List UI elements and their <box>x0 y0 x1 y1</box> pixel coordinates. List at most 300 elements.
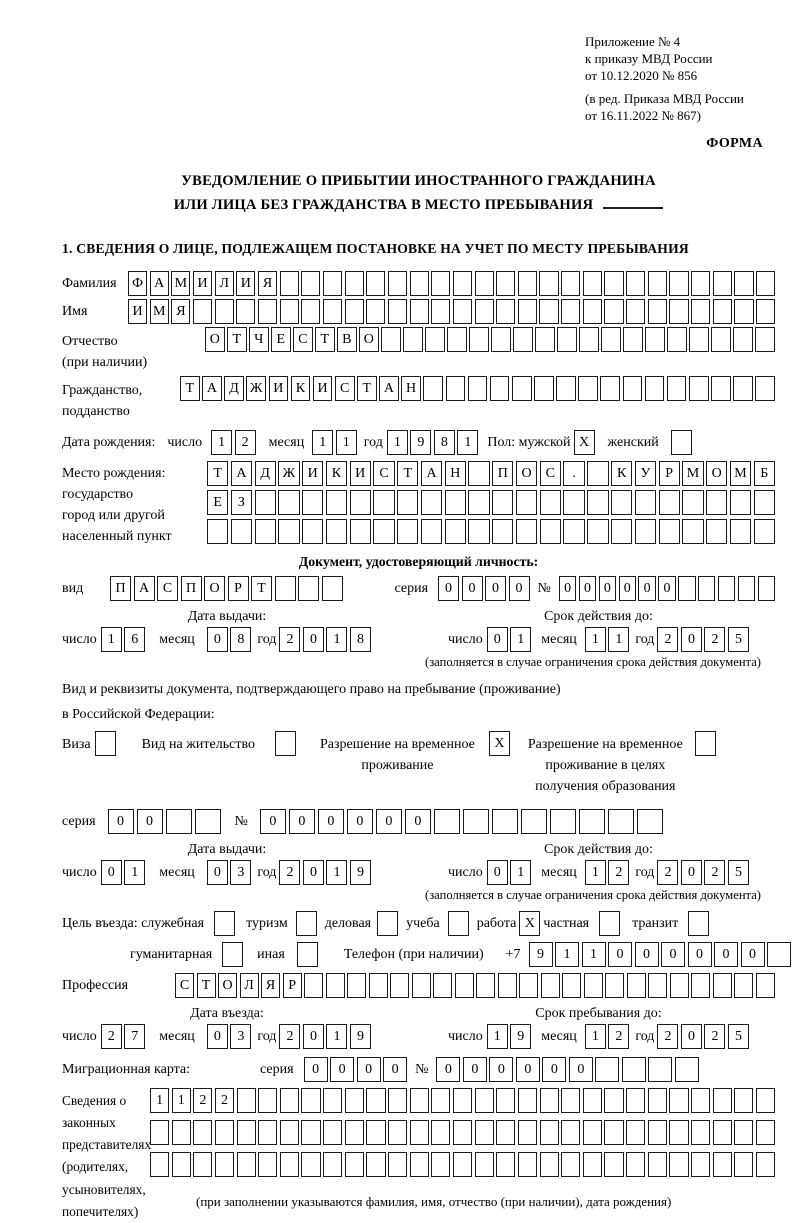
given-name-cell[interactable] <box>475 299 494 324</box>
entry-day-cell[interactable]: 2 <box>101 1024 122 1049</box>
birth-place-cell[interactable]: У <box>635 461 656 486</box>
representative-cell[interactable] <box>388 1120 407 1145</box>
surname-cell[interactable] <box>453 271 472 296</box>
representative-cell[interactable]: 2 <box>193 1088 212 1113</box>
private-checkbox[interactable] <box>599 911 620 936</box>
citizenship-cell[interactable]: К <box>291 376 311 401</box>
patronymic-cell[interactable] <box>381 327 401 352</box>
representative-cell[interactable] <box>431 1088 450 1113</box>
representative-cell[interactable] <box>626 1120 645 1145</box>
birth-place-cell[interactable] <box>373 490 394 515</box>
doc-issue-year-cell[interactable]: 1 <box>326 627 347 652</box>
surname-cell[interactable] <box>691 271 710 296</box>
birth-place-cell[interactable] <box>255 519 276 544</box>
representative-cell[interactable] <box>691 1088 710 1113</box>
given-name-cell[interactable] <box>518 299 537 324</box>
profession-cell[interactable] <box>562 973 581 998</box>
citizenship-cell[interactable]: Ж <box>246 376 266 401</box>
phone-cell[interactable] <box>767 942 791 967</box>
permit-valid-year-cell[interactable]: 0 <box>681 860 702 885</box>
humanitarian-checkbox[interactable] <box>222 942 243 967</box>
citizenship-cell[interactable] <box>578 376 598 401</box>
entry-year-cell[interactable]: 9 <box>350 1024 371 1049</box>
birth-place-cell[interactable] <box>397 490 418 515</box>
birth-place-cell[interactable] <box>563 490 584 515</box>
given-name-cell[interactable] <box>756 299 775 324</box>
permit-number-cell[interactable] <box>579 809 605 834</box>
representative-cell[interactable] <box>345 1152 364 1177</box>
profession-cell[interactable]: Т <box>197 973 216 998</box>
birth-place-cell[interactable] <box>563 519 584 544</box>
permit-series-cell[interactable] <box>195 809 221 834</box>
birth-place-cell[interactable] <box>373 519 394 544</box>
citizenship-cell[interactable] <box>711 376 731 401</box>
representative-cell[interactable] <box>410 1152 429 1177</box>
representative-cell[interactable] <box>453 1120 472 1145</box>
birth-month-cell[interactable]: 1 <box>336 430 357 455</box>
surname-cell[interactable] <box>713 271 732 296</box>
profession-cell[interactable] <box>584 973 603 998</box>
given-name-cell[interactable] <box>258 299 277 324</box>
birth-place-cell[interactable]: Б <box>754 461 775 486</box>
given-name-cell[interactable] <box>280 299 299 324</box>
representative-cell[interactable] <box>323 1088 342 1113</box>
permit-valid-day-cell[interactable]: 1 <box>510 860 531 885</box>
business-checkbox[interactable] <box>377 911 398 936</box>
doc-series-cell[interactable]: 0 <box>462 576 483 601</box>
profession-cell[interactable] <box>713 973 732 998</box>
doc-series-cell[interactable]: 0 <box>509 576 530 601</box>
given-name-cell[interactable] <box>496 299 515 324</box>
birth-place-cell[interactable]: О <box>706 461 727 486</box>
entry-year-cell[interactable]: 0 <box>303 1024 324 1049</box>
given-name-cell[interactable] <box>366 299 385 324</box>
doc-issue-year-cell[interactable]: 0 <box>303 627 324 652</box>
patronymic-cell[interactable] <box>425 327 445 352</box>
representative-cell[interactable] <box>410 1088 429 1113</box>
birth-place-cell[interactable] <box>326 519 347 544</box>
representative-cell[interactable] <box>626 1152 645 1177</box>
representative-cell[interactable] <box>756 1120 775 1145</box>
representative-cell[interactable] <box>345 1088 364 1113</box>
permit-valid-month-cell[interactable]: 1 <box>585 860 606 885</box>
patronymic-cell[interactable]: В <box>337 327 357 352</box>
representative-cell[interactable] <box>172 1120 191 1145</box>
stay-year-cell[interactable]: 0 <box>681 1024 702 1049</box>
birth-place-cell[interactable]: Т <box>397 461 418 486</box>
representative-cell[interactable] <box>713 1120 732 1145</box>
doc-valid-month-cell[interactable]: 1 <box>608 627 629 652</box>
birth-place-cell[interactable] <box>397 519 418 544</box>
patronymic-cell[interactable] <box>645 327 665 352</box>
patronymic-cell[interactable] <box>447 327 467 352</box>
birth-place-cell[interactable] <box>207 519 228 544</box>
citizenship-cell[interactable]: С <box>335 376 355 401</box>
representative-cell[interactable] <box>734 1152 753 1177</box>
permit-issue-month-cell[interactable]: 3 <box>230 860 251 885</box>
phone-cell[interactable]: 1 <box>555 942 579 967</box>
representative-cell[interactable] <box>431 1120 450 1145</box>
surname-cell[interactable] <box>648 271 667 296</box>
permit-issue-day-cell[interactable]: 0 <box>101 860 122 885</box>
given-name-cell[interactable] <box>301 299 320 324</box>
surname-cell[interactable]: И <box>236 271 255 296</box>
surname-cell[interactable] <box>431 271 450 296</box>
permit-number-cell[interactable] <box>637 809 663 834</box>
given-name-cell[interactable] <box>345 299 364 324</box>
doc-kind-cell[interactable] <box>275 576 296 601</box>
representative-cell[interactable] <box>475 1120 494 1145</box>
patronymic-cell[interactable]: Е <box>271 327 291 352</box>
representative-cell[interactable] <box>713 1088 732 1113</box>
birth-year-cell[interactable]: 9 <box>410 430 431 455</box>
stay-day-cell[interactable]: 9 <box>510 1024 531 1049</box>
profession-cell[interactable] <box>691 973 710 998</box>
representative-cell[interactable] <box>583 1152 602 1177</box>
representative-cell[interactable] <box>301 1120 320 1145</box>
profession-cell[interactable]: Л <box>240 973 259 998</box>
birth-place-cell[interactable]: С <box>373 461 394 486</box>
mk-series-cell[interactable]: 0 <box>357 1057 381 1082</box>
given-name-cell[interactable] <box>583 299 602 324</box>
birth-place-cell[interactable]: И <box>350 461 371 486</box>
surname-cell[interactable] <box>301 271 320 296</box>
stay-year-cell[interactable]: 2 <box>704 1024 725 1049</box>
representative-cell[interactable] <box>193 1152 212 1177</box>
doc-number-cell[interactable]: 0 <box>658 576 675 601</box>
birth-place-cell[interactable] <box>445 490 466 515</box>
permit-number-cell[interactable] <box>463 809 489 834</box>
given-name-cell[interactable] <box>539 299 558 324</box>
surname-cell[interactable] <box>756 271 775 296</box>
doc-valid-year-cell[interactable]: 5 <box>728 627 749 652</box>
male-checkbox[interactable]: X <box>574 430 595 455</box>
phone-cell[interactable]: 1 <box>582 942 606 967</box>
phone-cell[interactable]: 9 <box>529 942 553 967</box>
birth-place-cell[interactable] <box>635 490 656 515</box>
representative-cell[interactable] <box>496 1120 515 1145</box>
patronymic-cell[interactable] <box>491 327 511 352</box>
mk-number-cell[interactable]: 0 <box>436 1057 460 1082</box>
birth-month-cell[interactable]: 1 <box>312 430 333 455</box>
surname-cell[interactable]: Ф <box>128 271 147 296</box>
citizenship-cell[interactable] <box>534 376 554 401</box>
given-name-cell[interactable] <box>713 299 732 324</box>
representative-cell[interactable] <box>453 1152 472 1177</box>
profession-cell[interactable]: Р <box>283 973 302 998</box>
birth-place-cell[interactable] <box>278 490 299 515</box>
birth-place-cell[interactable]: К <box>611 461 632 486</box>
patronymic-cell[interactable] <box>733 327 753 352</box>
patronymic-cell[interactable] <box>689 327 709 352</box>
doc-number-cell[interactable] <box>718 576 735 601</box>
permit-number-cell[interactable] <box>521 809 547 834</box>
profession-cell[interactable] <box>476 973 495 998</box>
representative-cell[interactable] <box>215 1152 234 1177</box>
representative-cell[interactable] <box>237 1120 256 1145</box>
citizenship-cell[interactable]: И <box>313 376 333 401</box>
representative-cell[interactable]: 1 <box>150 1088 169 1113</box>
given-name-cell[interactable] <box>388 299 407 324</box>
permit-valid-day-cell[interactable]: 0 <box>487 860 508 885</box>
phone-cell[interactable]: 0 <box>741 942 765 967</box>
citizenship-cell[interactable] <box>755 376 775 401</box>
mk-series-cell[interactable]: 0 <box>330 1057 354 1082</box>
permit-number-cell[interactable]: 0 <box>347 809 373 834</box>
permit-valid-month-cell[interactable]: 2 <box>608 860 629 885</box>
birth-place-cell[interactable]: О <box>516 461 537 486</box>
surname-cell[interactable] <box>496 271 515 296</box>
phone-cell[interactable]: 0 <box>714 942 738 967</box>
given-name-cell[interactable] <box>669 299 688 324</box>
birth-place-cell[interactable] <box>326 490 347 515</box>
representative-cell[interactable] <box>583 1088 602 1113</box>
representative-cell[interactable] <box>215 1120 234 1145</box>
citizenship-cell[interactable]: Т <box>180 376 200 401</box>
entry-year-cell[interactable]: 2 <box>279 1024 300 1049</box>
birth-place-cell[interactable] <box>587 490 608 515</box>
patronymic-cell[interactable] <box>535 327 555 352</box>
surname-cell[interactable] <box>734 271 753 296</box>
tourism-checkbox[interactable] <box>296 911 317 936</box>
representative-cell[interactable] <box>540 1152 559 1177</box>
stay-month-cell[interactable]: 1 <box>585 1024 606 1049</box>
doc-kind-cell[interactable]: Т <box>251 576 272 601</box>
given-name-cell[interactable] <box>431 299 450 324</box>
doc-issue-month-cell[interactable]: 0 <box>207 627 228 652</box>
doc-number-cell[interactable] <box>678 576 695 601</box>
doc-issue-year-cell[interactable]: 2 <box>279 627 300 652</box>
citizenship-cell[interactable] <box>512 376 532 401</box>
permit-number-cell[interactable] <box>550 809 576 834</box>
surname-cell[interactable]: А <box>150 271 169 296</box>
profession-cell[interactable] <box>541 973 560 998</box>
representative-cell[interactable] <box>280 1120 299 1145</box>
temp-residence-edu-checkbox[interactable] <box>695 731 716 756</box>
birth-place-cell[interactable] <box>468 519 489 544</box>
representative-cell[interactable] <box>583 1120 602 1145</box>
citizenship-cell[interactable] <box>556 376 576 401</box>
profession-cell[interactable] <box>412 973 431 998</box>
profession-cell[interactable] <box>369 973 388 998</box>
representative-cell[interactable] <box>258 1152 277 1177</box>
profession-cell[interactable] <box>433 973 452 998</box>
citizenship-cell[interactable]: А <box>202 376 222 401</box>
representative-cell[interactable] <box>172 1152 191 1177</box>
entry-year-cell[interactable]: 1 <box>326 1024 347 1049</box>
birth-place-cell[interactable] <box>540 490 561 515</box>
patronymic-cell[interactable] <box>557 327 577 352</box>
representative-cell[interactable] <box>323 1152 342 1177</box>
given-name-cell[interactable]: И <box>128 299 147 324</box>
doc-valid-year-cell[interactable]: 0 <box>681 627 702 652</box>
given-name-cell[interactable]: Я <box>171 299 190 324</box>
given-name-cell[interactable] <box>323 299 342 324</box>
patronymic-cell[interactable] <box>711 327 731 352</box>
birth-place-cell[interactable] <box>421 519 442 544</box>
representative-cell[interactable] <box>475 1152 494 1177</box>
birth-place-cell[interactable]: Р <box>659 461 680 486</box>
surname-cell[interactable] <box>518 271 537 296</box>
birth-place-cell[interactable] <box>587 461 608 486</box>
doc-valid-month-cell[interactable]: 1 <box>585 627 606 652</box>
birth-place-cell[interactable] <box>302 490 323 515</box>
doc-issue-day-cell[interactable]: 6 <box>124 627 145 652</box>
birth-place-cell[interactable]: С <box>540 461 561 486</box>
patronymic-cell[interactable]: С <box>293 327 313 352</box>
representative-cell[interactable] <box>691 1152 710 1177</box>
patronymic-cell[interactable] <box>579 327 599 352</box>
citizenship-cell[interactable] <box>645 376 665 401</box>
doc-valid-day-cell[interactable]: 0 <box>487 627 508 652</box>
birth-place-cell[interactable] <box>540 519 561 544</box>
permit-number-cell[interactable]: 0 <box>318 809 344 834</box>
birth-place-cell[interactable] <box>635 519 656 544</box>
surname-cell[interactable]: И <box>193 271 212 296</box>
profession-cell[interactable] <box>734 973 753 998</box>
stay-year-cell[interactable]: 5 <box>728 1024 749 1049</box>
birth-place-cell[interactable]: М <box>682 461 703 486</box>
representative-cell[interactable] <box>258 1120 277 1145</box>
stay-day-cell[interactable]: 1 <box>487 1024 508 1049</box>
representative-cell[interactable] <box>734 1120 753 1145</box>
birth-place-cell[interactable] <box>492 490 513 515</box>
entry-month-cell[interactable]: 0 <box>207 1024 228 1049</box>
representative-cell[interactable]: 1 <box>172 1088 191 1113</box>
mk-number-cell[interactable] <box>675 1057 699 1082</box>
surname-cell[interactable]: М <box>171 271 190 296</box>
birth-place-cell[interactable] <box>611 490 632 515</box>
permit-series-cell[interactable]: 0 <box>108 809 134 834</box>
surname-cell[interactable] <box>410 271 429 296</box>
doc-issue-month-cell[interactable]: 8 <box>230 627 251 652</box>
birth-place-cell[interactable] <box>754 519 775 544</box>
doc-number-cell[interactable] <box>738 576 755 601</box>
representative-cell[interactable] <box>453 1088 472 1113</box>
surname-cell[interactable] <box>280 271 299 296</box>
birth-place-cell[interactable] <box>421 490 442 515</box>
given-name-cell[interactable] <box>604 299 623 324</box>
doc-number-cell[interactable]: 0 <box>579 576 596 601</box>
representative-cell[interactable] <box>669 1152 688 1177</box>
permit-issue-year-cell[interactable]: 0 <box>303 860 324 885</box>
birth-place-cell[interactable] <box>255 490 276 515</box>
representative-cell[interactable] <box>280 1152 299 1177</box>
entry-day-cell[interactable]: 7 <box>124 1024 145 1049</box>
birth-year-cell[interactable]: 8 <box>434 430 455 455</box>
representative-cell[interactable] <box>604 1088 623 1113</box>
representative-cell[interactable] <box>756 1088 775 1113</box>
representative-cell[interactable] <box>734 1088 753 1113</box>
representative-cell[interactable] <box>150 1120 169 1145</box>
representative-cell[interactable] <box>258 1088 277 1113</box>
female-checkbox[interactable] <box>671 430 692 455</box>
given-name-cell[interactable] <box>193 299 212 324</box>
birth-place-cell[interactable]: К <box>326 461 347 486</box>
surname-cell[interactable]: Л <box>215 271 234 296</box>
doc-series-cell[interactable]: 0 <box>485 576 506 601</box>
representative-cell[interactable] <box>366 1152 385 1177</box>
surname-cell[interactable] <box>345 271 364 296</box>
representative-cell[interactable] <box>345 1120 364 1145</box>
birth-place-cell[interactable]: . <box>563 461 584 486</box>
citizenship-cell[interactable]: Д <box>224 376 244 401</box>
birth-place-cell[interactable]: А <box>421 461 442 486</box>
doc-kind-cell[interactable] <box>298 576 319 601</box>
phone-cell[interactable]: 0 <box>608 942 632 967</box>
surname-cell[interactable] <box>388 271 407 296</box>
patronymic-cell[interactable] <box>513 327 533 352</box>
representative-cell[interactable] <box>237 1152 256 1177</box>
profession-cell[interactable] <box>498 973 517 998</box>
birth-place-cell[interactable] <box>350 519 371 544</box>
birth-place-cell[interactable]: М <box>730 461 751 486</box>
given-name-cell[interactable] <box>236 299 255 324</box>
citizenship-cell[interactable]: И <box>269 376 289 401</box>
doc-series-cell[interactable]: 0 <box>438 576 459 601</box>
mk-number-cell[interactable]: 0 <box>489 1057 513 1082</box>
birth-place-cell[interactable] <box>706 519 727 544</box>
permit-series-cell[interactable] <box>166 809 192 834</box>
representative-cell[interactable] <box>366 1120 385 1145</box>
representative-cell[interactable] <box>669 1120 688 1145</box>
birth-year-cell[interactable]: 1 <box>457 430 478 455</box>
representative-cell[interactable] <box>561 1152 580 1177</box>
given-name-cell[interactable] <box>453 299 472 324</box>
doc-number-cell[interactable]: 0 <box>638 576 655 601</box>
permit-number-cell[interactable] <box>492 809 518 834</box>
citizenship-cell[interactable] <box>689 376 709 401</box>
permit-number-cell[interactable]: 0 <box>260 809 286 834</box>
mk-number-cell[interactable] <box>595 1057 619 1082</box>
permit-issue-year-cell[interactable]: 9 <box>350 860 371 885</box>
doc-kind-cell[interactable]: Р <box>228 576 249 601</box>
patronymic-cell[interactable]: О <box>359 327 379 352</box>
representative-cell[interactable] <box>518 1120 537 1145</box>
profession-cell[interactable] <box>670 973 689 998</box>
doc-number-cell[interactable]: 0 <box>599 576 616 601</box>
doc-kind-cell[interactable]: О <box>204 576 225 601</box>
profession-cell[interactable] <box>326 973 345 998</box>
representative-cell[interactable] <box>323 1120 342 1145</box>
phone-cell[interactable]: 0 <box>661 942 685 967</box>
official-checkbox[interactable] <box>214 911 235 936</box>
mk-number-cell[interactable]: 0 <box>569 1057 593 1082</box>
doc-valid-year-cell[interactable]: 2 <box>657 627 678 652</box>
given-name-cell[interactable] <box>215 299 234 324</box>
doc-number-cell[interactable] <box>698 576 715 601</box>
mk-number-cell[interactable] <box>622 1057 646 1082</box>
permit-number-cell[interactable]: 0 <box>376 809 402 834</box>
representative-cell[interactable] <box>388 1088 407 1113</box>
temp-residence-checkbox[interactable]: X <box>489 731 510 756</box>
permit-valid-year-cell[interactable]: 5 <box>728 860 749 885</box>
surname-cell[interactable] <box>539 271 558 296</box>
birth-year-cell[interactable]: 1 <box>387 430 408 455</box>
representative-cell[interactable] <box>496 1088 515 1113</box>
birth-place-cell[interactable]: Д <box>255 461 276 486</box>
permit-number-cell[interactable] <box>434 809 460 834</box>
representative-cell[interactable] <box>193 1120 212 1145</box>
citizenship-cell[interactable] <box>446 376 466 401</box>
permit-issue-year-cell[interactable]: 1 <box>326 860 347 885</box>
representative-cell[interactable] <box>561 1120 580 1145</box>
given-name-cell[interactable]: М <box>150 299 169 324</box>
given-name-cell[interactable] <box>691 299 710 324</box>
patronymic-cell[interactable] <box>667 327 687 352</box>
citizenship-cell[interactable] <box>623 376 643 401</box>
citizenship-cell[interactable]: Н <box>401 376 421 401</box>
